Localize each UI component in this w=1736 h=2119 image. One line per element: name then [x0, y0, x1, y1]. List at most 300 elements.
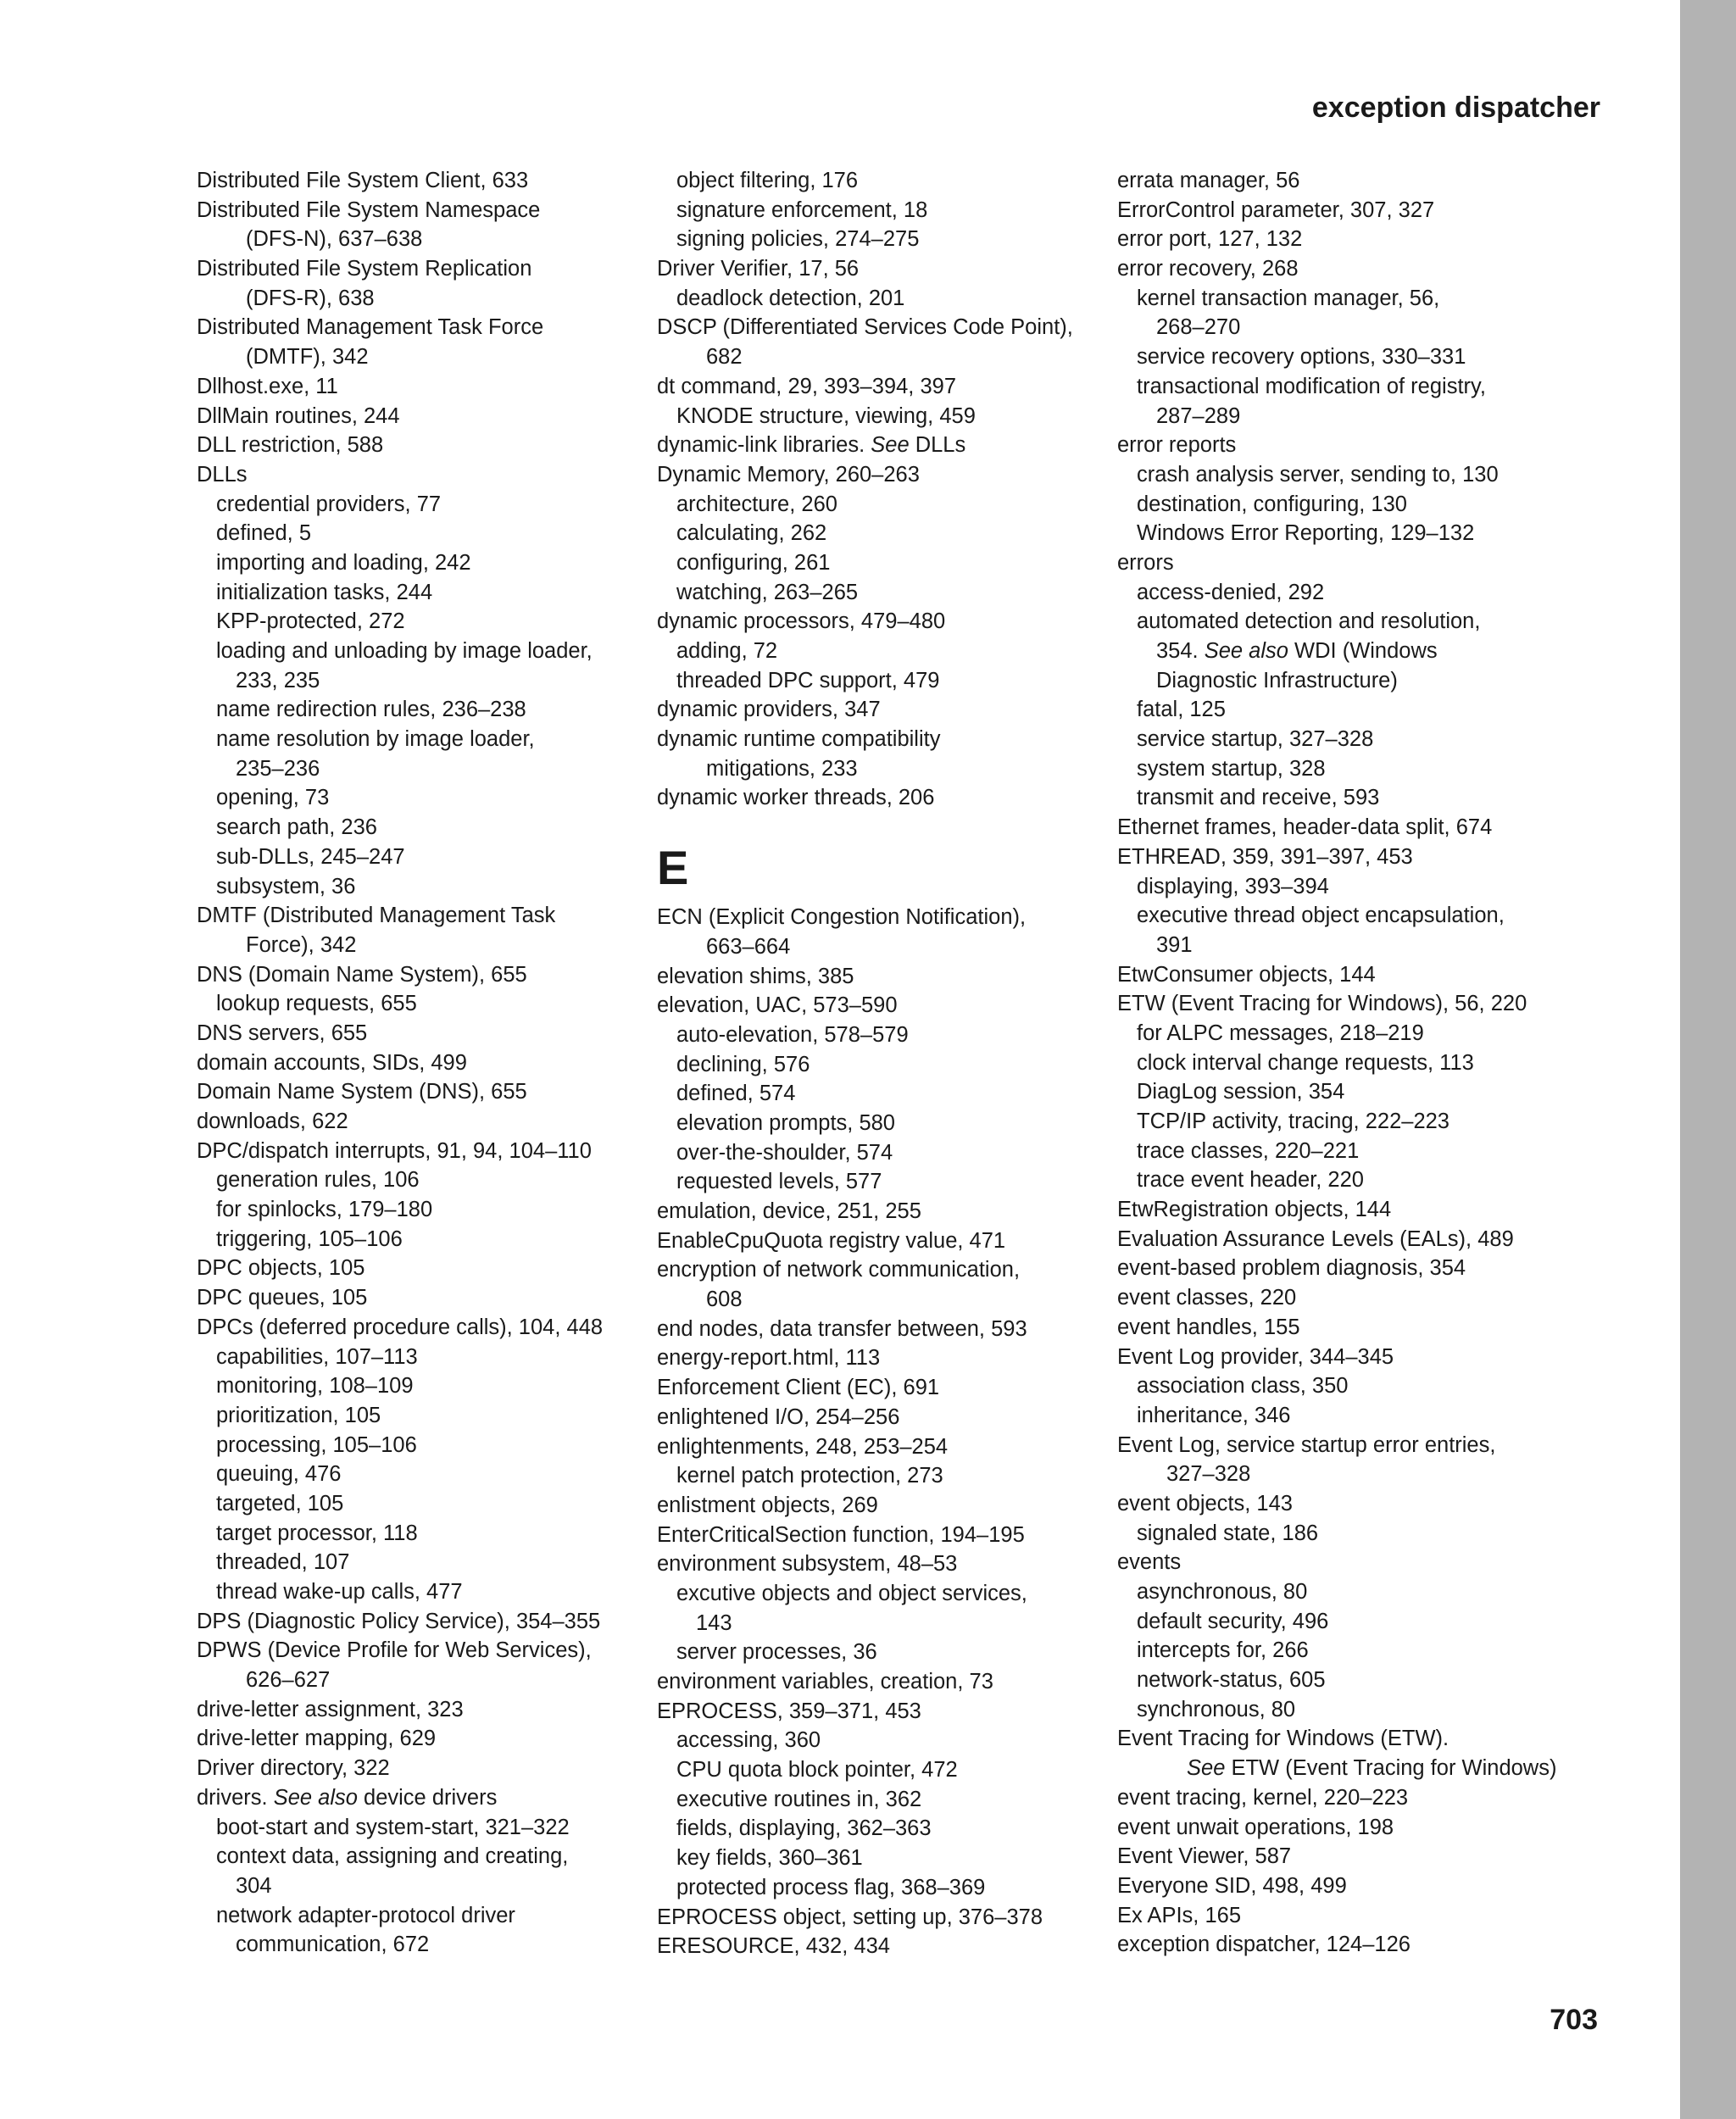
cross-reference-target: DLLs	[909, 433, 966, 458]
entry-text: events	[1117, 1550, 1182, 1575]
entry-text: name resolution by image loader,	[216, 727, 535, 752]
entry-text: loading and unloading by image loader,	[216, 639, 593, 663]
entry-text: over-the-shoulder, 574	[676, 1140, 893, 1165]
index-subentry	[197, 1901, 637, 1931]
index-entry	[1117, 1283, 1609, 1313]
entry-text: executive routines in, 362	[676, 1787, 922, 1811]
index-entry	[197, 1283, 637, 1313]
entry-text: processing, 105–106	[216, 1432, 417, 1457]
entry-text: enlightenments, 248, 253–254	[657, 1434, 949, 1459]
index-entry	[1117, 1930, 1609, 1960]
index-subentry	[1117, 1165, 1609, 1195]
entry-text: domain accounts, SIDs, 499	[197, 1050, 467, 1075]
index-subentry	[197, 1489, 637, 1519]
index-subentry	[1117, 901, 1609, 931]
entry-text: credential providers, 77	[216, 492, 442, 516]
section-letter-heading: E	[657, 841, 689, 895]
index-entry	[197, 1783, 637, 1813]
index-subentry	[197, 1519, 637, 1549]
index-entry	[197, 1254, 637, 1283]
entry-text: dt command, 29, 393–394, 397	[657, 374, 957, 398]
index-entry	[1117, 254, 1609, 284]
index-entry	[197, 372, 637, 402]
entry-text: ErrorControl parameter, 307, 327	[1117, 197, 1435, 222]
entry-text: KNODE structure, viewing, 459	[676, 403, 976, 428]
entry-text: downloads, 622	[197, 1110, 348, 1133]
entry-text: DPC/dispatch interrupts, 91, 94, 104–110	[197, 1138, 592, 1163]
entry-text: intercepts for, 266	[1137, 1638, 1309, 1663]
index-subentry	[1117, 1577, 1609, 1607]
entry-text: transactional modification of registry,	[1137, 374, 1486, 398]
index-subentry	[657, 1873, 1115, 1903]
index-entry	[657, 903, 1115, 932]
index-subentry	[197, 1577, 637, 1607]
entry-text: object filtering, 176	[676, 169, 859, 192]
cross-reference-target: ETW (Event Tracing for Windows)	[1225, 1756, 1557, 1781]
index-entry	[1117, 960, 1609, 990]
entry-text: network-status, 605	[1137, 1668, 1326, 1693]
page-number: 703	[1550, 2004, 1598, 2036]
entry-text: adding, 72	[676, 639, 778, 663]
index-entry	[657, 962, 1115, 992]
index-entry	[657, 313, 1115, 342]
index-entry	[197, 1636, 637, 1666]
entry-text: inheritance, 346	[1137, 1403, 1291, 1427]
cross-reference-target: device drivers	[357, 1785, 498, 1810]
index-entry	[197, 1313, 637, 1343]
entry-text: elevation, UAC, 573–590	[657, 993, 898, 1018]
index-entry	[1117, 1431, 1609, 1460]
entry-text: auto-elevation, 578–579	[676, 1022, 909, 1047]
entry-text: errors	[1117, 550, 1174, 575]
index-subentry	[1117, 519, 1609, 548]
entry-text: name redirection rules, 236–238	[216, 698, 526, 722]
index-entry	[1117, 1872, 1609, 1901]
index-subentry	[657, 196, 1115, 225]
index-subentry	[657, 1844, 1115, 1873]
index-entry	[1117, 1901, 1609, 1931]
entry-text: deadlock detection, 201	[676, 286, 905, 310]
entry-text: DNS servers, 655	[197, 1021, 368, 1045]
entry-text: generation rules, 106	[216, 1168, 420, 1193]
entry-text: 682	[706, 345, 743, 370]
entry-text: DllMain routines, 244	[197, 403, 400, 428]
index-subentry	[657, 490, 1115, 520]
index-subentry	[657, 1785, 1115, 1815]
entry-text: DLLs	[197, 462, 248, 487]
index-subentry	[1117, 1371, 1609, 1401]
index-subentry	[197, 1813, 637, 1843]
entry-text: elevation prompts, 580	[676, 1110, 895, 1135]
entry-text: server processes, 36	[676, 1640, 877, 1665]
entry-text: 233, 235	[236, 668, 320, 692]
entry-text: sub-DLLs, 245–247	[216, 844, 405, 869]
index-entry	[197, 1107, 637, 1137]
entry-text: ETHREAD, 359, 391–397, 453	[1117, 844, 1413, 869]
index-subentry	[657, 284, 1115, 314]
entry-text: requested levels, 577	[676, 1170, 882, 1194]
entry-text: EtwConsumer objects, 144	[1117, 962, 1376, 987]
index-entry	[197, 313, 637, 342]
index-subentry	[197, 1225, 637, 1254]
entry-text: for spinlocks, 179–180	[216, 1198, 433, 1222]
entry-text: dynamic providers, 347	[657, 698, 881, 722]
entry-text: context data, assigning and creating,	[216, 1844, 569, 1869]
entry-text: 327–328	[1166, 1462, 1251, 1487]
index-entry	[197, 1077, 637, 1107]
entry-text: CPU quota block pointer, 472	[676, 1758, 958, 1783]
index-entry	[1117, 1813, 1609, 1843]
index-subentry	[197, 1460, 637, 1489]
entry-text: Everyone SID, 498, 499	[1117, 1873, 1347, 1898]
index-entry	[1117, 166, 1609, 196]
entry-text: system startup, 328	[1137, 756, 1326, 781]
index-subentry	[657, 166, 1115, 196]
index-entry	[657, 1932, 1115, 1961]
index-subentry	[1117, 1401, 1609, 1431]
index-entry	[1117, 989, 1609, 1019]
entry-text: dynamic worker threads, 206	[657, 786, 935, 810]
index-entry	[657, 1549, 1115, 1579]
entry-text: calculating, 262	[676, 521, 827, 546]
index-subentry	[657, 1285, 1115, 1315]
index-subentry	[197, 1195, 637, 1225]
index-entry	[657, 431, 1115, 460]
entry-text: drive-letter mapping, 629	[197, 1727, 437, 1751]
index-entry	[657, 1343, 1115, 1373]
entry-text: TCP/IP activity, tracing, 222–223	[1137, 1110, 1449, 1133]
entry-text: ETW (Event Tracing for Windows), 56, 220	[1117, 992, 1527, 1016]
index-subentry	[197, 637, 637, 666]
index-entry	[197, 1607, 637, 1637]
entry-text: dynamic-link libraries.	[657, 433, 871, 458]
index-entry	[1117, 548, 1609, 578]
index-subentry	[197, 754, 637, 784]
entry-text: asynchronous, 80	[1137, 1580, 1308, 1604]
entry-text: emulation, device, 251, 255	[657, 1199, 921, 1223]
entry-text: 663–664	[706, 934, 791, 959]
entry-text: Distributed File System Replication	[197, 257, 532, 281]
entry-text: environment variables, creation, 73	[657, 1670, 993, 1694]
index-entry	[657, 460, 1115, 490]
entry-text: DPC queues, 105	[197, 1286, 368, 1310]
entry-text: threaded, 107	[216, 1550, 350, 1575]
entry-text: errata manager, 56	[1117, 169, 1300, 192]
entry-text: encryption of network communication,	[657, 1258, 1021, 1282]
entry-text: fields, displaying, 362–363	[676, 1816, 932, 1841]
index-entry	[1117, 1842, 1609, 1872]
entry-text: EPROCESS, 359–371, 453	[657, 1699, 921, 1723]
index-entry	[657, 1315, 1115, 1344]
entry-text: displaying, 393–394	[1137, 874, 1329, 898]
entry-text: end nodes, data transfer between, 593	[657, 1316, 1027, 1341]
index-subentry	[657, 578, 1115, 608]
entry-text: service recovery options, 330–331	[1137, 345, 1466, 370]
index-entry	[657, 783, 1115, 813]
entry-text: Dllhost.exe, 11	[197, 374, 338, 398]
index-subentry	[657, 754, 1115, 784]
index-entry	[1117, 1548, 1609, 1577]
entry-text: automated detection and resolution,	[1137, 609, 1481, 634]
index-subentry	[1117, 1137, 1609, 1166]
entry-text: trace classes, 220–221	[1137, 1138, 1360, 1163]
entry-text: 143	[696, 1610, 732, 1635]
index-subentry	[197, 1842, 637, 1872]
index-entry	[1117, 1225, 1609, 1254]
entry-text: (DFS-R), 638	[246, 286, 375, 310]
index-entry	[1117, 843, 1609, 872]
index-subentry	[197, 666, 637, 696]
entry-text: elevation shims, 385	[657, 964, 854, 988]
entry-text: architecture, 260	[676, 492, 837, 516]
entry-text: search path, 236	[216, 815, 377, 840]
index-entry	[197, 1137, 637, 1166]
index-entry	[657, 1226, 1115, 1256]
side-thumb-bar	[1680, 0, 1736, 2119]
entry-text: DNS (Domain Name System), 655	[197, 962, 527, 987]
entry-text: signing policies, 274–275	[676, 227, 920, 252]
index-subentry	[1117, 1754, 1609, 1783]
index-subentry	[657, 342, 1115, 372]
entry-text: event classes, 220	[1117, 1286, 1297, 1310]
index-entry	[197, 901, 637, 931]
index-subentry	[1117, 284, 1609, 314]
index-entry	[1117, 1783, 1609, 1813]
index-subentry	[197, 225, 637, 254]
entry-text: targeted, 105	[216, 1491, 344, 1516]
index-subentry	[197, 578, 637, 608]
entry-text: triggering, 105–106	[216, 1226, 403, 1251]
index-subentry	[197, 872, 637, 902]
entry-text: environment subsystem, 48–53	[657, 1552, 958, 1577]
index-subentry	[657, 1138, 1115, 1168]
entry-text: declining, 576	[676, 1052, 810, 1076]
index-subentry	[657, 1021, 1115, 1050]
entry-text: excutive objects and object services,	[676, 1581, 1027, 1605]
entry-text: monitoring, 108–109	[216, 1374, 414, 1399]
entry-text: Event Tracing for Windows (ETW).	[1117, 1727, 1449, 1751]
entry-text: event unwait operations, 198	[1117, 1815, 1394, 1839]
index-entry	[657, 607, 1115, 637]
index-subentry	[1117, 783, 1609, 813]
index-entry	[197, 460, 637, 490]
index-entry	[657, 1432, 1115, 1462]
index-entry	[657, 1255, 1115, 1285]
index-subentry	[1117, 607, 1609, 637]
entry-text: enlistment objects, 269	[657, 1493, 878, 1517]
entry-text: Ethernet frames, header-data split, 674	[1117, 815, 1493, 840]
cross-reference-label: See	[871, 433, 910, 458]
entry-text: DPCs (deferred procedure calls), 104, 448	[197, 1315, 604, 1339]
entry-text: opening, 73	[216, 786, 330, 810]
index-entry	[197, 196, 637, 225]
entry-text: EtwRegistration objects, 144	[1117, 1198, 1392, 1222]
index-column-2	[657, 166, 1115, 1961]
index-subentry	[197, 843, 637, 872]
index-subentry	[1117, 490, 1609, 520]
entry-text: KPP-protected, 272	[216, 609, 405, 634]
entry-text: 626–627	[246, 1668, 331, 1693]
cross-reference-target: WDI (Windows	[1288, 639, 1438, 663]
index-subentry	[657, 1755, 1115, 1785]
index-subentry	[197, 1666, 637, 1695]
entry-text: accessing, 360	[676, 1728, 821, 1753]
index-entry	[197, 960, 637, 990]
entry-text: fatal, 125	[1137, 698, 1226, 722]
index-subentry	[1117, 1107, 1609, 1137]
entry-text: Windows Error Reporting, 129–132	[1137, 521, 1475, 546]
index-entry	[1117, 1195, 1609, 1225]
entry-text: EnableCpuQuota registry value, 471	[657, 1228, 1006, 1253]
entry-text: Distributed File System Client, 633	[197, 169, 529, 192]
index-entry	[197, 402, 637, 431]
index-subentry	[1117, 1607, 1609, 1637]
index-subentry	[197, 1872, 637, 1901]
index-entry	[197, 254, 637, 284]
index-entry	[657, 1903, 1115, 1933]
index-subentry	[1117, 1019, 1609, 1048]
index-subentry	[657, 932, 1115, 962]
index-entry	[1117, 431, 1609, 460]
entry-text: default security, 496	[1137, 1609, 1329, 1633]
entry-text: EnterCriticalSection function, 194–195	[657, 1522, 1025, 1547]
entry-text: drivers.	[197, 1785, 274, 1810]
index-subentry	[197, 1343, 637, 1372]
entry-text: ERESOURCE, 432, 434	[657, 1934, 890, 1959]
entry-text: signature enforcement, 18	[676, 197, 928, 222]
index-subentry	[1117, 372, 1609, 402]
entry-text: Ex APIs, 165	[1117, 1903, 1242, 1927]
cross-reference-label: See also	[273, 1785, 358, 1810]
entry-text: Diagnostic Infrastructure)	[1156, 668, 1398, 692]
index-subentry	[197, 548, 637, 578]
index-entry	[197, 1724, 637, 1754]
index-entry	[1117, 196, 1609, 225]
index-subentry	[657, 1109, 1115, 1138]
index-subentry	[197, 342, 637, 372]
index-entry	[197, 1695, 637, 1725]
entry-text: 235–236	[236, 756, 320, 781]
entry-text: association class, 350	[1137, 1374, 1349, 1399]
index-subentry	[1117, 872, 1609, 902]
index-subentry	[657, 1726, 1115, 1755]
index-column-1	[197, 166, 637, 1960]
index-entry	[657, 725, 1115, 754]
index-subentry	[657, 402, 1115, 431]
index-subentry	[657, 1050, 1115, 1080]
index-subentry	[197, 1930, 637, 1960]
index-subentry	[657, 637, 1115, 666]
index-subentry	[657, 1079, 1115, 1109]
entry-text: 268–270	[1156, 315, 1241, 340]
entry-text: error port, 127, 132	[1117, 227, 1303, 252]
index-entry	[1117, 1254, 1609, 1283]
index-entry	[657, 372, 1115, 402]
entry-text: crash analysis server, sending to, 130	[1137, 462, 1499, 487]
entry-text: defined, 574	[676, 1082, 796, 1106]
index-subentry	[1117, 637, 1609, 666]
entry-text: ECN (Explicit Congestion Notification),	[657, 905, 1027, 930]
running-head: exception dispatcher	[1311, 92, 1600, 124]
index-entry	[1117, 1343, 1609, 1372]
index-subentry	[657, 1814, 1115, 1844]
index-subentry	[197, 607, 637, 637]
entry-text: kernel patch protection, 273	[676, 1464, 943, 1488]
entry-text: enlightened I/O, 254–256	[657, 1404, 900, 1429]
entry-text: communication, 672	[236, 1933, 430, 1957]
entry-text: 304	[236, 1873, 272, 1898]
index-subentry	[657, 548, 1115, 578]
index-subentry	[197, 1165, 637, 1195]
index-subentry	[657, 1638, 1115, 1667]
entry-text: DLL restriction, 588	[197, 433, 384, 458]
index-subentry	[1117, 1519, 1609, 1549]
index-subentry	[1117, 725, 1609, 754]
entry-text: Enforcement Client (EC), 691	[657, 1376, 940, 1400]
entry-text: kernel transaction manager, 56,	[1137, 286, 1440, 310]
index-subentry	[1117, 1636, 1609, 1666]
entry-text: DPWS (Device Profile for Web Services),	[197, 1638, 592, 1663]
index-entry	[657, 1197, 1115, 1226]
entry-text: DPS (Diagnostic Policy Service), 354–355	[197, 1609, 601, 1633]
entry-text: initialization tasks, 244	[216, 580, 433, 604]
index-entry	[657, 254, 1115, 284]
index-entry	[197, 166, 637, 196]
index-entry	[657, 1521, 1115, 1550]
entry-text: capabilities, 107–113	[216, 1344, 418, 1369]
entry-text: target processor, 118	[216, 1521, 418, 1545]
entry-text: threaded DPC support, 479	[676, 668, 940, 692]
entry-text: Event Log, service startup error entries,	[1117, 1432, 1496, 1457]
index-entry	[657, 1403, 1115, 1432]
entry-text: prioritization, 105	[216, 1403, 381, 1427]
entry-text: clock interval change requests, 113	[1137, 1050, 1474, 1075]
entry-text: DSCP (Differentiated Services Code Point),	[657, 315, 1073, 340]
index-entry	[657, 1667, 1115, 1697]
index-subentry	[1117, 342, 1609, 372]
index-entry	[197, 1019, 637, 1048]
index-subentry	[1117, 1077, 1609, 1107]
index-entry	[197, 1048, 637, 1078]
entry-text: trace event header, 220	[1137, 1168, 1364, 1193]
entry-text: error reports	[1117, 433, 1237, 458]
entry-text: 391	[1156, 932, 1193, 957]
index-entry	[1117, 1313, 1609, 1343]
index-entry	[197, 1754, 637, 1783]
entry-text: Evaluation Assurance Levels (EALs), 489	[1117, 1226, 1514, 1251]
entry-text: destination, configuring, 130	[1137, 492, 1407, 516]
index-subentry	[197, 1371, 637, 1401]
entry-text: importing and loading, 242	[216, 550, 471, 575]
index-subentry	[1117, 666, 1609, 696]
entry-text: Domain Name System (DNS), 655	[197, 1080, 527, 1104]
entry-text: event-based problem diagnosis, 354	[1117, 1256, 1466, 1281]
entry-text: network adapter-protocol driver	[216, 1903, 515, 1927]
entry-text: executive thread object encapsulation,	[1137, 904, 1505, 928]
entry-text: transmit and receive, 593	[1137, 786, 1380, 810]
index-entry	[657, 1373, 1115, 1403]
index-entry	[657, 1491, 1115, 1521]
entry-text: lookup requests, 655	[216, 992, 417, 1016]
index-entry	[1117, 1724, 1609, 1754]
entry-text: dynamic processors, 479–480	[657, 609, 946, 634]
entry-text: Force), 342	[246, 932, 357, 957]
index-subentry	[197, 695, 637, 725]
index-subentry	[657, 1167, 1115, 1197]
entry-text: signaled state, 186	[1137, 1521, 1319, 1545]
entry-text: error recovery, 268	[1117, 257, 1299, 281]
entry-text: Driver Verifier, 17, 56	[657, 257, 860, 281]
